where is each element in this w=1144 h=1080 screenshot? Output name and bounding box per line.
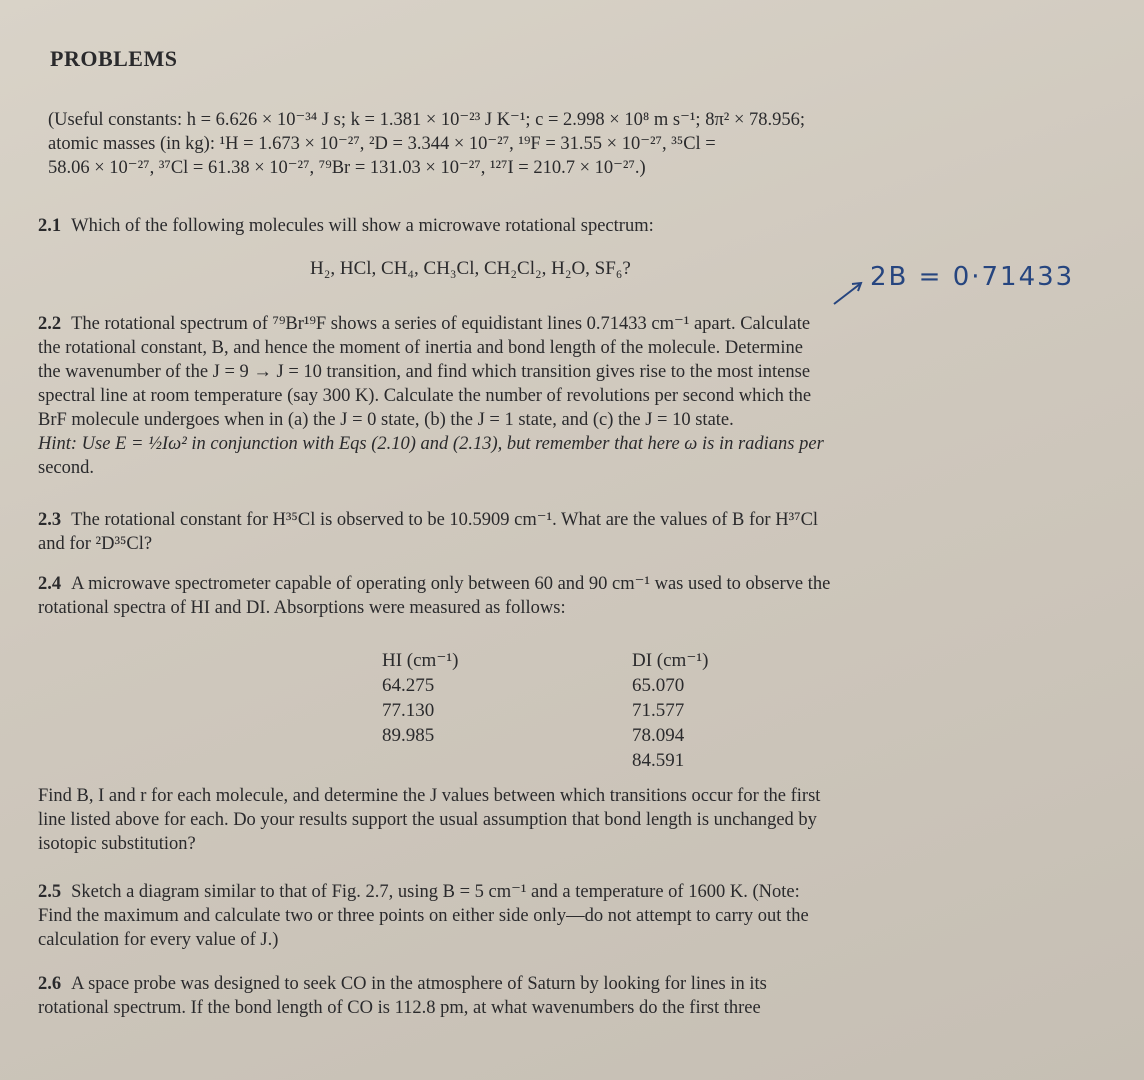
problem-number: 2.3: [38, 510, 62, 530]
problem-line: the rotational constant, B, and hence the moment of inertia and bond length of the molecule. Determine: [38, 338, 803, 358]
di-value: 78.094: [632, 725, 685, 746]
hi-header: HI (cm⁻¹): [382, 650, 459, 671]
problem-line: 2.3 The rotational constant for H³⁵Cl is observed to be 10.5909 cm⁻¹. What are the values of B for H³⁷Cl: [38, 510, 819, 530]
problem-line: spectral line at room temperature (say 300 K). Calculate the number of revolutions per second which the: [38, 386, 812, 406]
problem-number: 2.6: [38, 974, 62, 994]
problem-line: 2.4 A microwave spectrometer capable of operating only between 60 and 90 cm⁻¹ was used to observe the: [38, 574, 831, 594]
hi-absorption-column: [382, 648, 458, 748]
problem-text: Which of the following molecules will show a microwave rotational spectrum:: [71, 216, 654, 236]
page-heading: PROBLEMS: [50, 46, 178, 71]
problem-line: and for ²D³⁵Cl?: [38, 534, 153, 554]
problem-2-1: [38, 214, 1068, 238]
problem-hint: Hint: Use E = ½Iω² in conjunction with Eqs (2.10) and (2.13), but remember that here ω is in radians per: [38, 434, 824, 454]
problem-line: calculation for every value of J.): [38, 930, 279, 950]
problem-line: 2.2 The rotational spectrum of ⁷⁹Br¹⁹F shows a series of equidistant lines 0.71433 cm⁻¹ apart. Calculate: [38, 314, 811, 334]
problem-2-4: [38, 572, 1068, 620]
constants-line-2: atomic masses (in kg): ¹H = 1.673 × 10⁻²⁷, ²D = 3.344 × 10⁻²⁷, ¹⁹F = 31.55 × 10⁻²⁷, ³⁵Cl =: [48, 134, 716, 154]
problem-number: 2.1: [38, 216, 62, 236]
problem-2-2: [38, 312, 1068, 480]
problem-line: BrF molecule undergoes when in (a) the J = 0 state, (b) the J = 1 state, and (c) the J = 10 state.: [38, 410, 734, 430]
hi-value: 64.275: [382, 675, 435, 696]
constants-line-3: 58.06 × 10⁻²⁷, ³⁷Cl = 61.38 × 10⁻²⁷, ⁷⁹Br = 131.03 × 10⁻²⁷, ¹²⁷I = 210.7 × 10⁻²⁷.): [48, 158, 646, 178]
problem-2-3: [38, 508, 1068, 556]
problem-2-5: [38, 880, 1068, 952]
problem-line: isotopic substitution?: [38, 834, 196, 854]
constants-line-1: (Useful constants: h = 6.626 × 10⁻³⁴ J s; k = 1.381 × 10⁻²³ J K⁻¹; c = 2.998 × 10⁸ m s⁻¹; 8π² × 78.956;: [48, 110, 806, 130]
di-absorption-column: [632, 648, 708, 773]
di-header: DI (cm⁻¹): [632, 650, 709, 671]
problem-number: 2.5: [38, 882, 62, 902]
problem-line: the wavenumber of the J = 9 → J = 10 transition, and find which transition gives rise to the most intense: [38, 362, 811, 382]
problem-line: Find the maximum and calculate two or three points on either side only—do not attempt to carry out the: [38, 906, 809, 926]
problem-line: rotational spectra of HI and DI. Absorptions were measured as follows:: [38, 598, 566, 618]
problem-line: second.: [38, 458, 94, 478]
useful-constants: [48, 108, 1068, 180]
problem-line: line listed above for each. Do your results support the usual assumption that bond length is unchanged by: [38, 810, 817, 830]
di-value: 65.070: [632, 675, 685, 696]
problem-2-6: [38, 972, 1068, 1020]
handwritten-annotation: 2B = 0·71433: [870, 262, 1075, 292]
problem-line: 2.5 Sketch a diagram similar to that of Fig. 2.7, using B = 5 cm⁻¹ and a temperature of 1600 K. (Note:: [38, 882, 800, 902]
di-value: 71.577: [632, 700, 685, 721]
molecule-list: H₂, HCl, CH₄, CH₃Cl, CH₂Cl₂, H₂O, SF₆?: [310, 258, 631, 279]
hi-value: 77.130: [382, 700, 435, 721]
problem-number: 2.2: [38, 314, 62, 334]
problem-line: 2.6 A space probe was designed to seek CO in the atmosphere of Saturn by looking for lines in its: [38, 974, 767, 994]
problem-2-4-question: [38, 784, 1068, 856]
di-value: 84.591: [632, 750, 685, 771]
problem-line: Find B, I and r for each molecule, and determine the J values between which transitions occur for the first: [38, 786, 821, 806]
handwritten-arrow-icon: [830, 278, 870, 308]
problem-line: rotational spectrum. If the bond length of CO is 112.8 pm, at what wavenumbers do the first three: [38, 998, 761, 1018]
problem-number: 2.4: [38, 574, 62, 594]
hi-value: 89.985: [382, 725, 435, 746]
